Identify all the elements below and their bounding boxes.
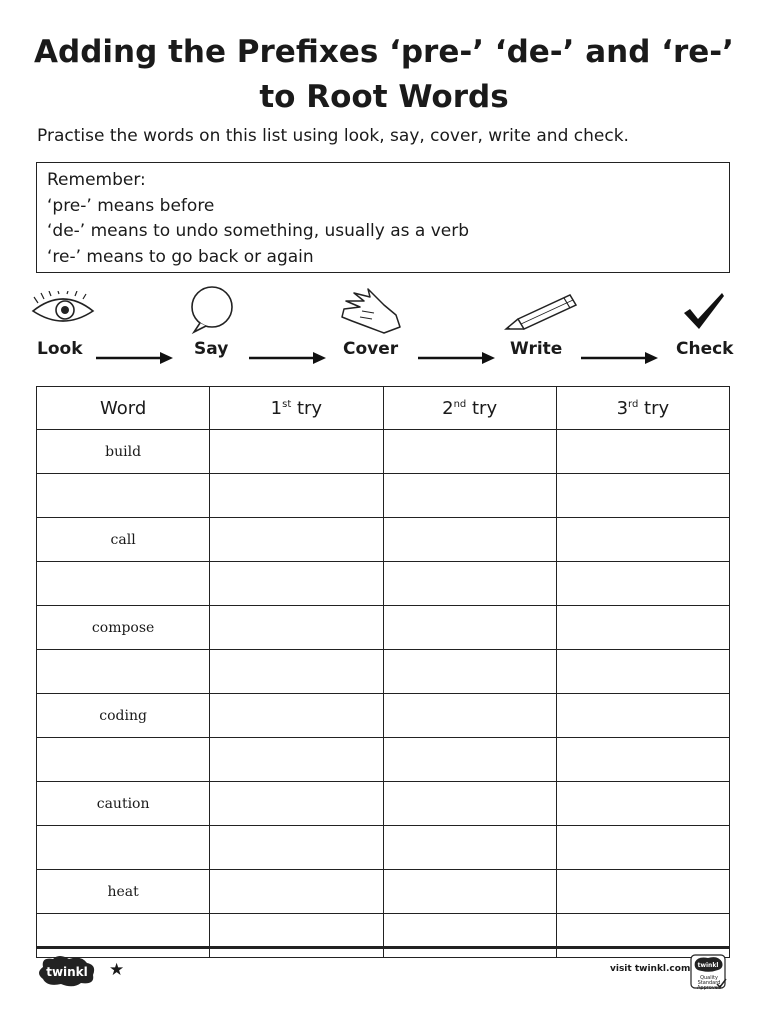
title-line-2: to Root Words [259, 79, 509, 115]
arrow-icon [581, 351, 659, 365]
instructions-text: Practise the words on this list using look, say, cover, write and check. [37, 126, 629, 146]
word-cell [37, 738, 210, 782]
remember-box [36, 162, 730, 273]
try-cell[interactable] [210, 694, 383, 738]
try-cell[interactable] [383, 870, 556, 914]
table-row [37, 694, 730, 738]
header-third-try: 3rd try [556, 387, 729, 430]
try-cell[interactable] [383, 518, 556, 562]
table-row [37, 474, 730, 518]
try-cell[interactable] [383, 694, 556, 738]
table-row [37, 826, 730, 870]
tick-icon [682, 291, 726, 331]
try-cell[interactable] [556, 650, 729, 694]
try-cell[interactable] [383, 650, 556, 694]
try-cell[interactable] [210, 430, 383, 474]
try-cell[interactable] [210, 738, 383, 782]
step-look-label: Look [37, 339, 83, 359]
step-say-label: Say [194, 339, 229, 359]
try-cell[interactable] [210, 782, 383, 826]
arrow-icon [96, 351, 174, 365]
word-cell: caution [37, 782, 210, 826]
remember-line-de: ‘de-’ means to undo something, usually as a verb [47, 221, 470, 241]
twinkl-logo [37, 955, 97, 987]
try-cell[interactable] [210, 650, 383, 694]
word-cell [37, 562, 210, 606]
header-word: Word [37, 387, 210, 430]
try-cell[interactable] [383, 738, 556, 782]
try-cell[interactable] [210, 606, 383, 650]
word-cell: heat [37, 870, 210, 914]
table-row [37, 782, 730, 826]
try-cell[interactable] [210, 914, 383, 958]
try-cell[interactable] [556, 562, 729, 606]
table-row [37, 914, 730, 958]
try-cell[interactable] [210, 826, 383, 870]
table-row [37, 430, 730, 474]
remember-line-re: ‘re-’ means to go back or again [47, 246, 314, 267]
table-row [37, 606, 730, 650]
try-cell[interactable] [210, 518, 383, 562]
try-cell[interactable] [556, 914, 729, 958]
try-cell[interactable] [383, 606, 556, 650]
title-line-1: Adding the Prefixes ‘pre-’ ‘de-’ and ‘re-’ [34, 34, 734, 70]
spelling-practice-table [36, 386, 730, 958]
arrow-icon [249, 351, 327, 365]
try-cell[interactable] [383, 474, 556, 518]
eye-icon [30, 291, 96, 327]
word-cell: coding [37, 694, 210, 738]
try-cell[interactable] [556, 694, 729, 738]
word-cell: call [37, 518, 210, 562]
speech-bubble-icon [188, 285, 234, 335]
table-row [37, 518, 730, 562]
table-row [37, 650, 730, 694]
word-cell [37, 474, 210, 518]
word-cell [37, 650, 210, 694]
try-cell[interactable] [556, 518, 729, 562]
try-cell[interactable] [383, 782, 556, 826]
remember-heading: Remember: [47, 170, 146, 190]
table-row [37, 562, 730, 606]
header-first-try: 1st try [210, 387, 383, 430]
try-cell[interactable] [556, 606, 729, 650]
word-cell [37, 826, 210, 870]
step-check-label: Check [676, 339, 734, 359]
try-cell[interactable] [556, 782, 729, 826]
try-cell[interactable] [556, 738, 729, 782]
remember-line-pre: ‘pre-’ means before [47, 195, 215, 216]
try-cell[interactable] [556, 430, 729, 474]
try-cell[interactable] [383, 430, 556, 474]
try-cell[interactable] [556, 826, 729, 870]
try-cell[interactable] [383, 826, 556, 870]
quality-badge-text: Quality Standard Approved [697, 975, 721, 991]
svg-text:twinkl: twinkl [46, 965, 88, 979]
try-cell[interactable] [210, 474, 383, 518]
word-cell [37, 914, 210, 958]
step-cover-label: Cover [343, 339, 399, 359]
table-row [37, 870, 730, 914]
header-second-try: 2nd try [383, 387, 556, 430]
try-cell[interactable] [383, 914, 556, 958]
try-cell[interactable] [383, 562, 556, 606]
visit-twinkl-text: visit twinkl.com [610, 964, 691, 974]
page-title [0, 30, 768, 120]
svg-text:twinkl: twinkl [697, 962, 719, 969]
try-cell[interactable] [556, 474, 729, 518]
footer-divider [36, 946, 730, 949]
pencil-icon [504, 289, 582, 331]
step-write-label: Write [510, 339, 563, 359]
word-cell: build [37, 430, 210, 474]
arrow-icon [418, 351, 496, 365]
try-cell[interactable] [556, 870, 729, 914]
table-header-row [37, 387, 730, 430]
star-icon: ★ [109, 960, 125, 980]
try-cell[interactable] [210, 870, 383, 914]
try-cell[interactable] [210, 562, 383, 606]
word-cell: compose [37, 606, 210, 650]
table-row [37, 738, 730, 782]
hand-icon [338, 287, 404, 335]
look-say-cover-write-check [0, 285, 768, 365]
